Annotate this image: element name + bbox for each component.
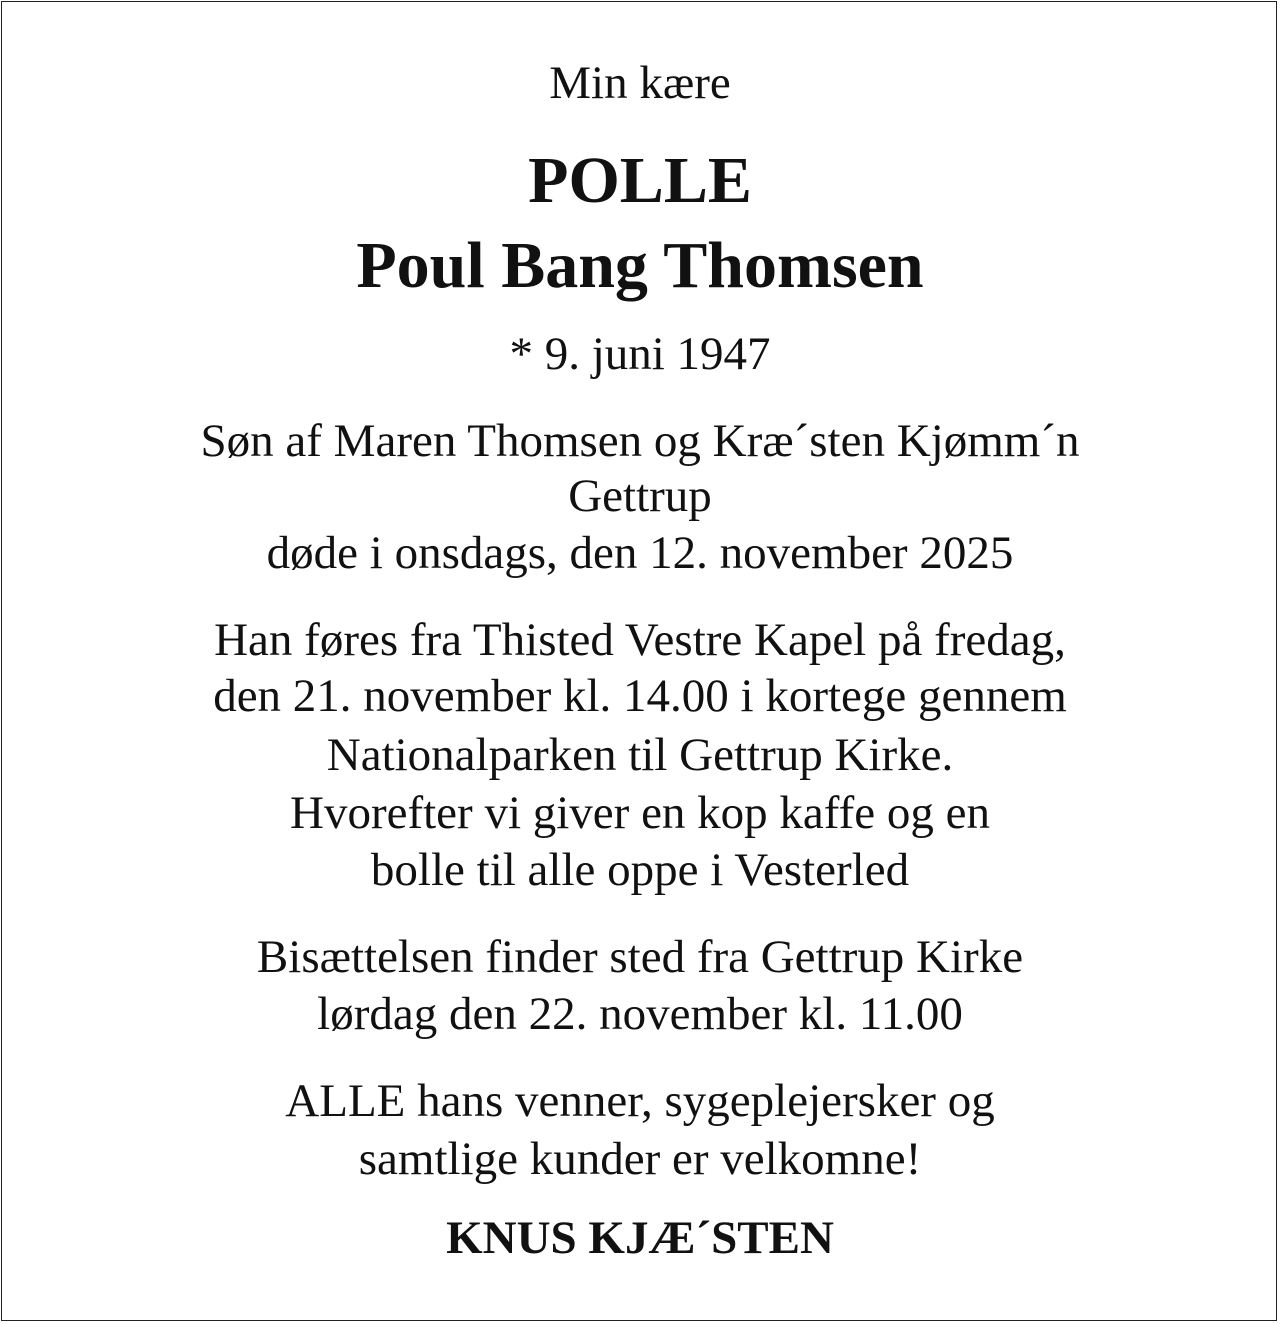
- welcome-line-1: ALLE hans venner, sygeplejersker og: [285, 1075, 995, 1127]
- signature: KNUS KJÆ´STEN: [446, 1212, 834, 1264]
- parents-line-2: Gettrup: [568, 470, 712, 522]
- full-name: Poul Bang Thomsen: [356, 229, 924, 302]
- death-date: døde i onsdags, den 12. november 2025: [266, 527, 1014, 579]
- procession-line-1: Han føres fra Thisted Vestre Kapel på fredag,: [214, 614, 1066, 666]
- welcome-line-2: samtlige kunder er velkomne!: [358, 1133, 922, 1185]
- birth-date: * 9. juni 1947: [509, 328, 771, 380]
- procession-line-4: Hvorefter vi giver en kop kaffe og en: [290, 787, 990, 839]
- parents-line-1: Søn af Maren Thomsen og Kræ´sten Kjømm´n: [200, 415, 1080, 467]
- nickname: POLLE: [528, 144, 752, 217]
- greeting: Min kære: [549, 57, 731, 109]
- procession-line-5: bolle til alle oppe i Vesterled: [370, 844, 910, 896]
- procession-line-2: den 21. november kl. 14.00 i kortege gennem: [213, 670, 1067, 722]
- funeral-line-1: Bisættelsen finder sted fra Gettrup Kirke: [256, 931, 1024, 983]
- procession-line-3: Nationalparken til Gettrup Kirke.: [326, 729, 954, 781]
- funeral-line-2: lørdag den 22. november kl. 11.00: [317, 988, 963, 1040]
